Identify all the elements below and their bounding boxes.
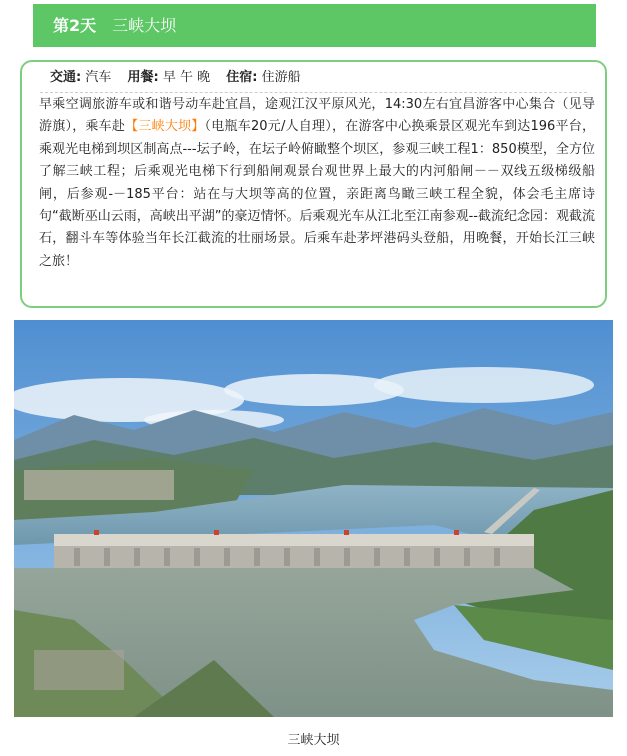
- day-header: [33, 4, 596, 47]
- meta-line: [50, 68, 313, 88]
- lodging-label: 住宿:: [226, 70, 258, 85]
- day-number: 第2天: [53, 16, 97, 35]
- photo-caption: 三峡大坝: [287, 733, 340, 748]
- description-text-1: 早乘空调旅游车或和谐号动车赴宜昌，途观江汉平原风光，14:30左右宜昌游客中心集合（见导游旗），乘车赴: [39, 97, 595, 135]
- meals-value: 早 午 晚: [162, 70, 211, 85]
- dam-photo: [14, 320, 613, 717]
- dashed-divider: [40, 92, 587, 93]
- day-destination: 三峡大坝: [112, 16, 177, 35]
- dam-link[interactable]: 【三峡大坝】: [125, 119, 205, 135]
- lodging-value: 住游船: [261, 70, 301, 85]
- meals-label: 用餐:: [127, 70, 159, 85]
- transport-value: 汽车: [85, 70, 112, 85]
- itinerary-description: [39, 94, 595, 273]
- description-text-2: （电瓶车20元/人自理），在游客中心换乘景区观光车到达196平台，乘观光电梯到坝区制高点---坛子岭，在坛子岭俯瞰整个坝区，参观三峡工程1：850模型，全方位了解三峡工程；后乘观光电梯下行到船闸观景台观世界上最大的内河船闸－－双线五级梯级船闸，后参观-－185平台：站在与大坝等高的位置，亲距离鸟瞰三峡工程全貌，体会毛主席诗句“截断巫山云雨，高峡出平湖”的豪迈情怀。后乘观光车从江北至江南参观--截流纪念园：观截流石，翻斗车等体验当年长江截流的壮丽场景。后乘车赴茅坪港码头登船，用晚餐，开始长江三峡之旅！: [39, 119, 595, 269]
- itinerary-box: [20, 60, 607, 308]
- transport-label: 交通:: [50, 70, 82, 85]
